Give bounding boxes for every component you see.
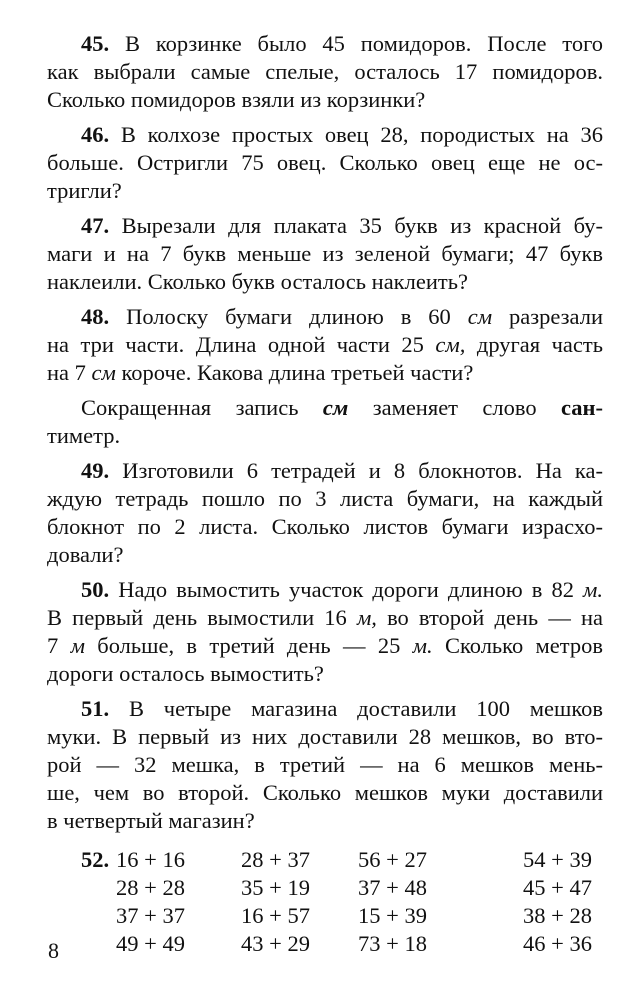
text-line: тригли? xyxy=(47,178,122,203)
text-line: маги и на 7 букв меньше из зеленой бумаги; 47 букв xyxy=(47,241,603,266)
text-line: тиметр. xyxy=(47,423,121,448)
note-block xyxy=(47,394,603,450)
text-line: 45. В корзинке было 45 помидоров. После того xyxy=(81,31,603,56)
text-line: блокнот по 2 листа. Сколько листов бумаги израсхо- xyxy=(47,514,603,539)
text-line: рой — 32 мешка, в третий — на 6 мешков мень- xyxy=(47,752,603,777)
problem-number: 50. xyxy=(81,577,110,602)
addition-expression: 46 + 36 xyxy=(523,931,592,956)
problem-46 xyxy=(47,121,603,205)
problem-number: 45. xyxy=(81,31,110,56)
problem-number: 46. xyxy=(81,122,110,147)
unit-abbreviation: см, xyxy=(435,332,466,357)
emphasized-term: см xyxy=(322,395,349,420)
unit-abbreviation: м xyxy=(70,633,85,658)
text-line: довали? xyxy=(47,542,124,567)
addition-expression: 16 + 57 xyxy=(241,903,310,928)
text-line: Сколько помидоров взяли из корзинки? xyxy=(47,87,426,112)
problem-48 xyxy=(47,303,603,387)
unit-abbreviation: м. xyxy=(412,633,433,658)
addition-expression: 35 + 19 xyxy=(241,875,310,900)
text-line: как выбрали самые спелые, осталось 17 помидоров. xyxy=(47,59,603,84)
problem-49 xyxy=(47,457,603,569)
unit-abbreviation: м, xyxy=(356,605,377,630)
addition-expression: 45 + 47 xyxy=(523,875,592,900)
problem-number: 52. xyxy=(81,847,110,872)
text-line: муки. В первый из них доставили 28 мешков, во вто- xyxy=(47,724,603,749)
addition-expression: 49 + 49 xyxy=(116,931,185,956)
addition-expression: 15 + 39 xyxy=(358,903,427,928)
exercise-column xyxy=(241,846,341,958)
text-line: на три части. Длина одной части 25 см, другая часть xyxy=(47,332,603,357)
text-line: ждую тетрадь пошло по 3 листа бумаги, на каждый xyxy=(47,486,603,511)
problem-number: 51. xyxy=(81,696,110,721)
problem-number: 47. xyxy=(81,213,110,238)
text-line: 50. Надо вымостить участок дороги длиною в 82 м. xyxy=(81,577,604,602)
text-line: ше, чем во второй. Сколько мешков муки доставили xyxy=(47,780,603,805)
problem-number: 48. xyxy=(81,304,110,329)
addition-expression: 16 + 16 xyxy=(116,847,185,872)
addition-expression: 37 + 48 xyxy=(358,875,427,900)
unit-abbreviation: см xyxy=(91,360,116,385)
text-line: на 7 см короче. Какова длина третьей части? xyxy=(47,360,474,385)
text-line: 47. Вырезали для плаката 35 букв из красной бу- xyxy=(81,213,603,238)
text-line: В первый день вымостили 16 м, во второй день — на xyxy=(47,605,603,630)
emphasized-term: сан- xyxy=(561,395,603,420)
text-line: 48. Полоску бумаги длиною в 60 см разрезали xyxy=(81,304,603,329)
text-line: 49. Изготовили 6 тетрадей и 8 блокнотов. На ка- xyxy=(81,458,603,483)
problem-51 xyxy=(47,695,603,835)
exercise-column xyxy=(116,846,216,958)
addition-expression: 28 + 37 xyxy=(241,847,310,872)
addition-expression: 38 + 28 xyxy=(523,903,592,928)
text-line: больше. Остригли 75 овец. Сколько овец еще не ос- xyxy=(47,150,603,175)
addition-expression: 73 + 18 xyxy=(358,931,427,956)
unit-abbreviation: см xyxy=(467,304,493,329)
problem-50 xyxy=(47,576,603,688)
addition-expression: 28 + 28 xyxy=(116,875,185,900)
problem-list xyxy=(47,30,603,964)
exercise-column xyxy=(358,846,458,958)
text-line: 46. В колхозе простых овец 28, породистых на 36 xyxy=(81,122,603,147)
exercise-52-grid xyxy=(47,846,603,964)
text-line: 7 м больше, в третий день — 25 м. Сколько метров xyxy=(47,633,604,658)
exercise-column xyxy=(523,846,623,958)
addition-expression: 56 + 27 xyxy=(358,847,427,872)
problem-45 xyxy=(47,30,603,114)
unit-abbreviation: м. xyxy=(583,577,604,602)
addition-expression: 43 + 29 xyxy=(241,931,310,956)
addition-expression: 54 + 39 xyxy=(523,847,592,872)
page-number: 8 xyxy=(48,938,59,963)
problem-number: 49. xyxy=(81,458,110,483)
text-line: в четвертый магазин? xyxy=(47,808,255,833)
text-line: Сокращенная запись см заменяет слово сан- xyxy=(81,395,603,420)
text-line: 51. В четыре магазина доставили 100 мешков xyxy=(81,696,604,721)
addition-expression: 37 + 37 xyxy=(116,903,185,928)
text-line: наклеили. Сколько букв осталось наклеить? xyxy=(47,269,468,294)
problem-47 xyxy=(47,212,603,296)
text-line: дороги осталось вымостить? xyxy=(47,661,324,686)
